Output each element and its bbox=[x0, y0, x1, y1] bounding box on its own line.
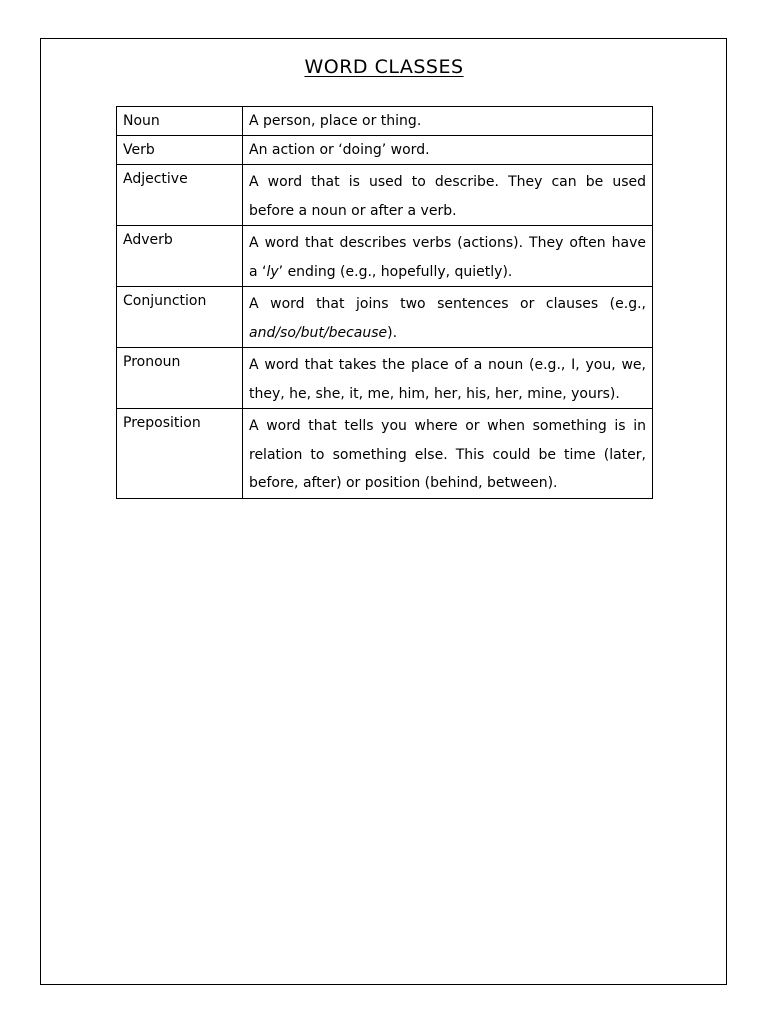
definition-cell: A word that is used to describe. They can be used before a noun or after a verb. bbox=[243, 165, 653, 226]
page-title bbox=[0, 55, 768, 79]
definition-cell: An action or ‘doing’ word. bbox=[243, 136, 653, 165]
term-cell: Adjective bbox=[117, 165, 243, 226]
term-cell: Conjunction bbox=[117, 287, 243, 348]
definition-cell: A word that takes the place of a noun (e.g., I, you, we, they, he, she, it, me, him, her, his, her, mine, yours). bbox=[243, 348, 653, 409]
term-cell: Verb bbox=[117, 136, 243, 165]
term-cell: Adverb bbox=[117, 226, 243, 287]
definition-italic: and/so/but/because bbox=[249, 324, 388, 341]
definition-cell bbox=[243, 226, 653, 287]
table-row bbox=[117, 348, 653, 409]
page-title-text: WORD CLASSES bbox=[304, 56, 464, 78]
definition-cell: A word that tells you where or when something is in relation to something else. This could be time (later, before, after) or position (behind, between). bbox=[243, 409, 653, 499]
definition-italic: ly bbox=[266, 263, 279, 280]
table-row bbox=[117, 136, 653, 165]
definition-text: A word that joins two sentences or clauses (e.g., bbox=[249, 296, 646, 312]
table-row bbox=[117, 287, 653, 348]
definition-text: ). bbox=[387, 324, 398, 341]
definition-text: A word that describes verbs (actions). They often have a ‘ bbox=[249, 235, 646, 280]
table-row bbox=[117, 165, 653, 226]
definition-cell: A person, place or thing. bbox=[243, 107, 653, 136]
term-cell: Preposition bbox=[117, 409, 243, 499]
table-row bbox=[117, 107, 653, 136]
definition-text: ’ ending (e.g., hopefully, quietly). bbox=[278, 263, 513, 280]
table-row bbox=[117, 409, 653, 499]
term-cell: Pronoun bbox=[117, 348, 243, 409]
table-row bbox=[117, 226, 653, 287]
term-cell: Noun bbox=[117, 107, 243, 136]
definition-cell bbox=[243, 287, 653, 348]
word-classes-table bbox=[116, 106, 653, 499]
